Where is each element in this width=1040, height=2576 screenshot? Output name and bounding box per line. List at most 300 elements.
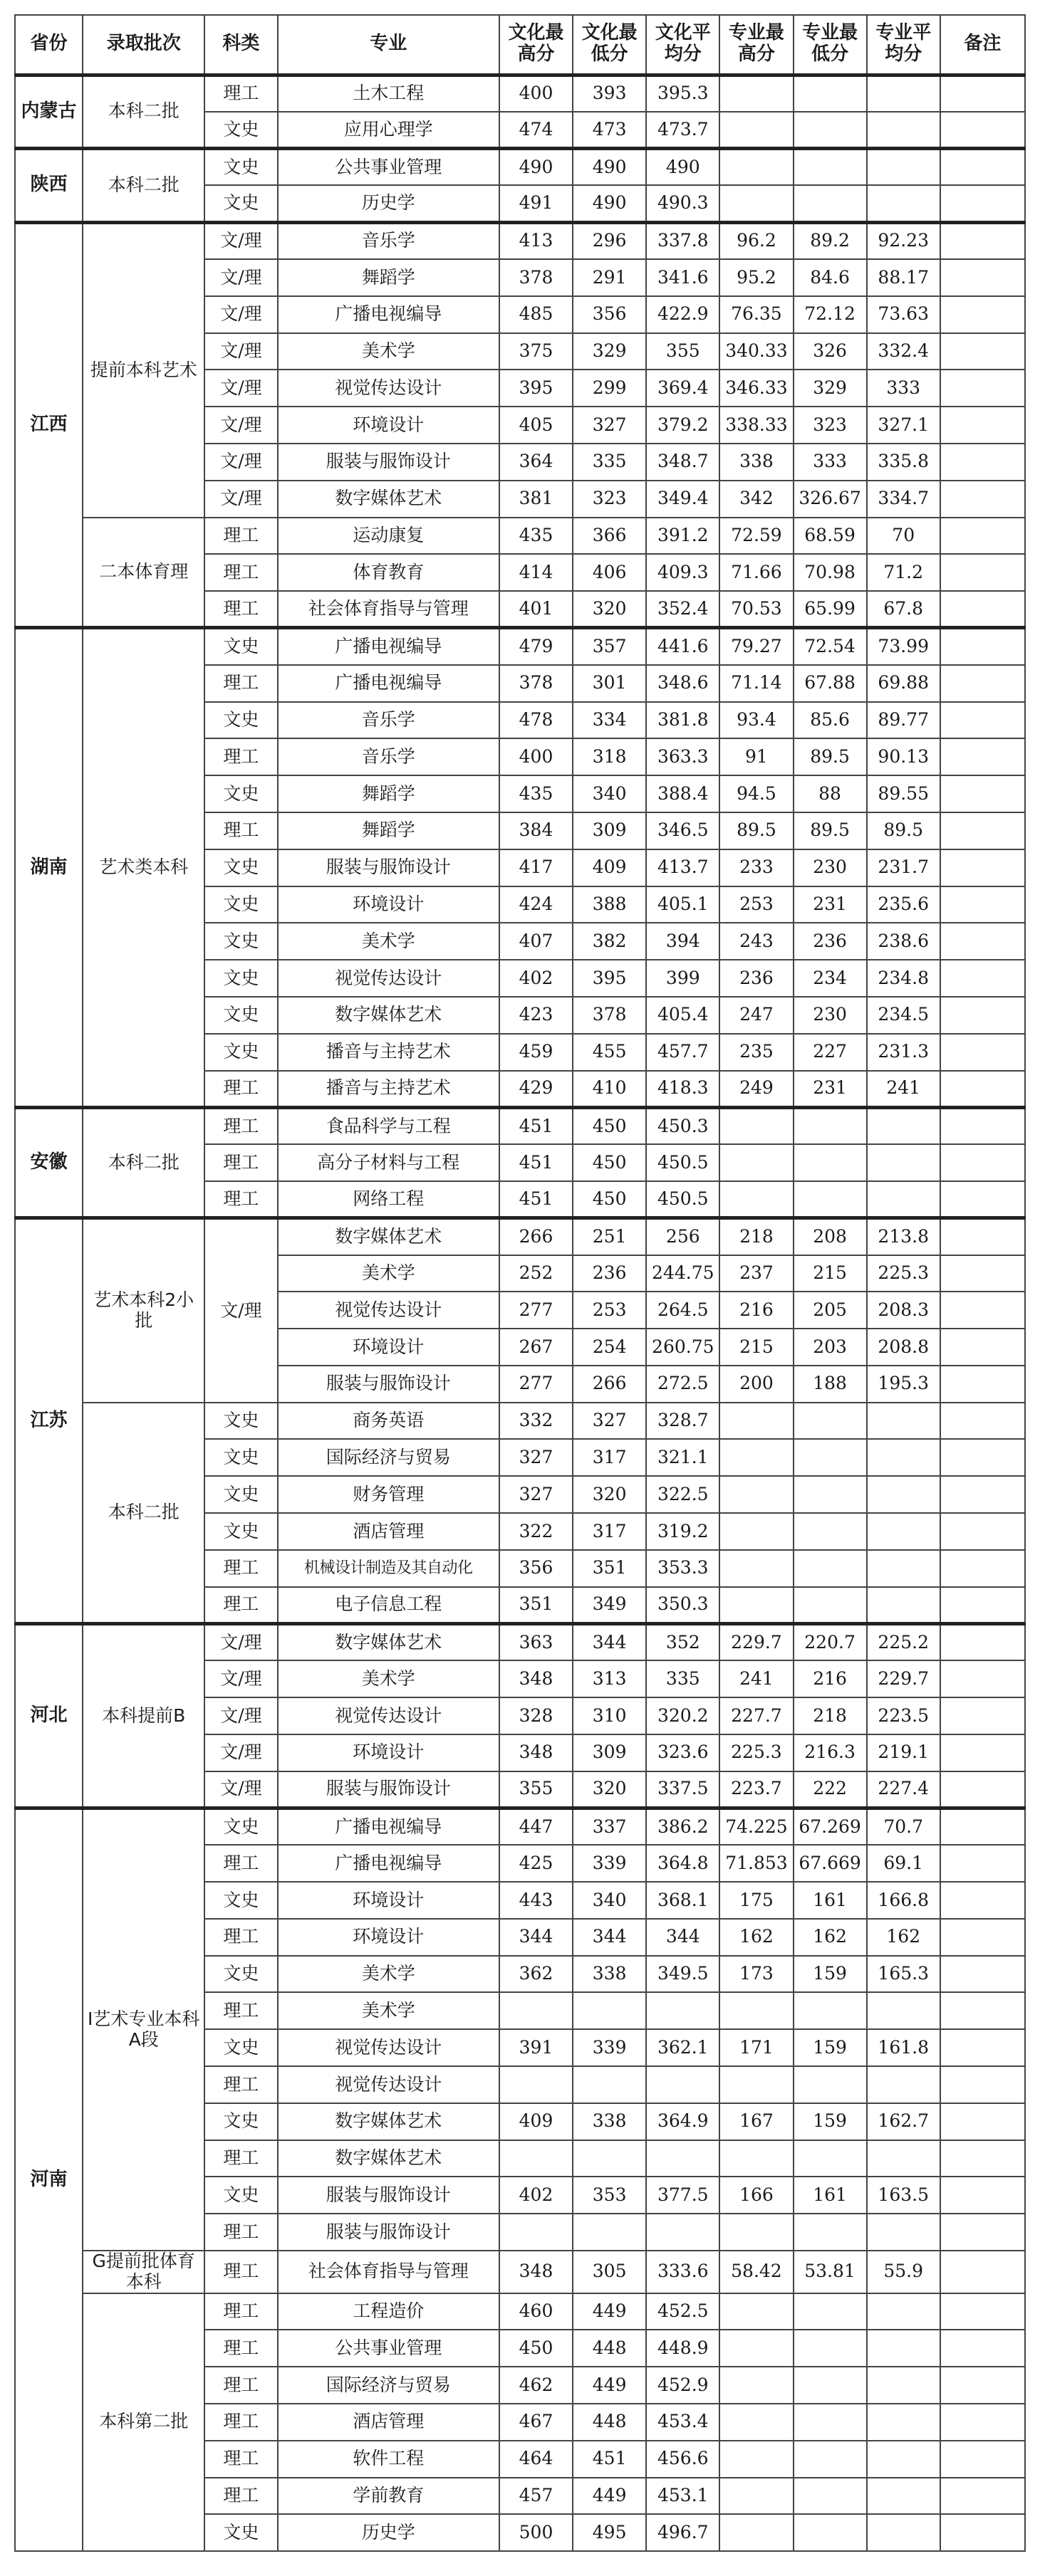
culture-max-cell: 348 — [499, 1660, 573, 1697]
culture-max-cell: 328 — [499, 1697, 573, 1734]
culture-max-cell: 435 — [499, 775, 573, 812]
culture-max-cell: 277 — [499, 1292, 573, 1329]
header-batch: 录取批次 — [83, 15, 204, 75]
batch-cell: 本科二批 — [83, 1403, 204, 1624]
professional-max-cell — [719, 1550, 793, 1587]
culture-avg-cell: 405.1 — [646, 886, 719, 923]
culture-min-cell: 382 — [573, 923, 646, 960]
culture-max-cell: 356 — [499, 1550, 573, 1587]
professional-max-cell: 237 — [719, 1255, 793, 1292]
professional-max-cell: 241 — [719, 1660, 793, 1697]
culture-max-cell: 451 — [499, 1181, 573, 1218]
major-cell: 服装与服饰设计 — [278, 2214, 499, 2251]
professional-avg-cell — [867, 1550, 940, 1587]
professional-min-cell: 84.6 — [794, 259, 867, 296]
culture-max-cell: 479 — [499, 628, 573, 665]
professional-max-cell: 175 — [719, 1882, 793, 1919]
professional-avg-cell: 229.7 — [867, 1660, 940, 1697]
major-cell: 工程造价 — [278, 2293, 499, 2330]
culture-min-cell — [573, 2214, 646, 2251]
culture-min-cell: 310 — [573, 1697, 646, 1734]
professional-avg-cell: 234.5 — [867, 997, 940, 1034]
table-row — [15, 1403, 1025, 1440]
culture-min-cell: 337 — [573, 1808, 646, 1845]
major-cell: 财务管理 — [278, 1476, 499, 1513]
professional-min-cell: 222 — [794, 1771, 867, 1808]
major-cell: 环境设计 — [278, 1882, 499, 1919]
professional-max-cell — [719, 1587, 793, 1624]
culture-min-cell: 266 — [573, 1366, 646, 1403]
culture-max-cell: 364 — [499, 444, 573, 481]
professional-avg-cell — [867, 1403, 940, 1440]
culture-avg-cell: 490.3 — [646, 185, 719, 222]
professional-min-cell — [794, 1513, 867, 1550]
professional-avg-cell — [867, 2441, 940, 2478]
culture-max-cell: 395 — [499, 370, 573, 407]
category-cell: 理工 — [204, 1071, 277, 1108]
professional-min-cell: 216 — [794, 1660, 867, 1697]
major-cell: 播音与主持艺术 — [278, 1034, 499, 1071]
professional-avg-cell — [867, 1181, 940, 1218]
note-cell — [940, 1255, 1025, 1292]
culture-min-cell — [573, 2140, 646, 2177]
culture-avg-cell: 405.4 — [646, 997, 719, 1034]
culture-avg-cell: 448.9 — [646, 2330, 719, 2367]
culture-max-cell: 485 — [499, 296, 573, 333]
note-cell — [940, 1660, 1025, 1697]
note-cell — [940, 1107, 1025, 1144]
category-cell: 文/理 — [204, 1660, 277, 1697]
culture-min-cell: 327 — [573, 407, 646, 444]
professional-min-cell — [794, 2293, 867, 2330]
professional-min-cell — [794, 1587, 867, 1624]
category-cell: 理工 — [204, 2330, 277, 2367]
professional-min-cell — [794, 185, 867, 222]
professional-min-cell — [794, 1144, 867, 1181]
major-cell: 视觉传达设计 — [278, 1697, 499, 1734]
professional-max-cell — [719, 75, 793, 112]
culture-avg-cell: 352.4 — [646, 591, 719, 628]
note-cell — [940, 1513, 1025, 1550]
culture-min-cell: 339 — [573, 2029, 646, 2066]
major-cell: 数字媒体艺术 — [278, 2103, 499, 2140]
professional-min-cell — [794, 112, 867, 149]
culture-avg-cell: 379.2 — [646, 407, 719, 444]
professional-max-cell: 95.2 — [719, 259, 793, 296]
culture-max-cell — [499, 2214, 573, 2251]
note-cell — [940, 1992, 1025, 2029]
major-cell: 服装与服饰设计 — [278, 2177, 499, 2214]
culture-min-cell: 356 — [573, 296, 646, 333]
header-category: 科类 — [204, 15, 277, 75]
culture-min-cell: 254 — [573, 1329, 646, 1366]
note-cell — [940, 518, 1025, 555]
header-culture-max: 文化最高分 — [499, 15, 573, 75]
province-cell: 陕西 — [15, 149, 83, 223]
major-cell: 历史学 — [278, 2514, 499, 2551]
province-cell: 江西 — [15, 222, 83, 628]
professional-max-cell: 79.27 — [719, 628, 793, 665]
category-cell: 文/理 — [204, 222, 277, 259]
culture-max-cell: 443 — [499, 1882, 573, 1919]
professional-min-cell: 89.5 — [794, 738, 867, 775]
professional-avg-cell — [867, 1107, 940, 1144]
culture-max-cell: 363 — [499, 1623, 573, 1660]
professional-min-cell: 162 — [794, 1919, 867, 1956]
culture-min-cell: 309 — [573, 1734, 646, 1771]
professional-min-cell: 215 — [794, 1255, 867, 1292]
culture-min-cell: 323 — [573, 481, 646, 518]
note-cell — [940, 222, 1025, 259]
major-cell: 美术学 — [278, 923, 499, 960]
major-cell: 视觉传达设计 — [278, 1292, 499, 1329]
professional-max-cell: 229.7 — [719, 1623, 793, 1660]
culture-max-cell: 277 — [499, 1366, 573, 1403]
note-cell — [940, 1956, 1025, 1993]
major-cell: 应用心理学 — [278, 112, 499, 149]
professional-avg-cell: 231.3 — [867, 1034, 940, 1071]
professional-min-cell: 159 — [794, 2029, 867, 2066]
culture-max-cell: 405 — [499, 407, 573, 444]
note-cell — [940, 75, 1025, 112]
culture-max-cell: 435 — [499, 518, 573, 555]
culture-max-cell: 460 — [499, 2293, 573, 2330]
major-cell: 美术学 — [278, 1660, 499, 1697]
major-cell: 体育教育 — [278, 554, 499, 591]
professional-avg-cell: 67.8 — [867, 591, 940, 628]
culture-max-cell: 400 — [499, 738, 573, 775]
culture-min-cell — [573, 1992, 646, 2029]
major-cell: 数字媒体艺术 — [278, 2140, 499, 2177]
category-cell: 文/理 — [204, 370, 277, 407]
note-cell — [940, 849, 1025, 886]
culture-max-cell: 425 — [499, 1845, 573, 1882]
professional-min-cell: 88 — [794, 775, 867, 812]
category-cell: 文/理 — [204, 444, 277, 481]
note-cell — [940, 1181, 1025, 1218]
culture-avg-cell: 453.1 — [646, 2478, 719, 2515]
culture-max-cell: 402 — [499, 960, 573, 997]
note-cell — [940, 296, 1025, 333]
professional-max-cell — [719, 1403, 793, 1440]
note-cell — [940, 2103, 1025, 2140]
culture-min-cell: 357 — [573, 628, 646, 665]
category-cell: 理工 — [204, 2441, 277, 2478]
major-cell: 视觉传达设计 — [278, 370, 499, 407]
culture-min-cell: 320 — [573, 1771, 646, 1808]
category-cell: 理工 — [204, 2367, 277, 2404]
professional-max-cell — [719, 2214, 793, 2251]
note-cell — [940, 2140, 1025, 2177]
category-cell: 文/理 — [204, 1734, 277, 1771]
major-cell: 土木工程 — [278, 75, 499, 112]
culture-avg-cell: 453.4 — [646, 2404, 719, 2441]
culture-max-cell: 407 — [499, 923, 573, 960]
culture-max-cell: 462 — [499, 2367, 573, 2404]
culture-max-cell: 266 — [499, 1218, 573, 1255]
professional-min-cell — [794, 2367, 867, 2404]
culture-avg-cell: 256 — [646, 1218, 719, 1255]
culture-avg-cell: 364.8 — [646, 1845, 719, 1882]
professional-max-cell — [719, 1513, 793, 1550]
header-note: 备注 — [940, 15, 1025, 75]
professional-max-cell: 96.2 — [719, 222, 793, 259]
professional-avg-cell — [867, 2293, 940, 2330]
culture-avg-cell — [646, 2140, 719, 2177]
header-culture-avg: 文化平均分 — [646, 15, 719, 75]
batch-cell: 本科第二批 — [83, 2293, 204, 2552]
professional-max-cell: 167 — [719, 2103, 793, 2140]
table-row — [15, 628, 1025, 665]
note-cell — [940, 2330, 1025, 2367]
major-cell: 环境设计 — [278, 1919, 499, 1956]
culture-max-cell: 424 — [499, 886, 573, 923]
province-cell: 河北 — [15, 1623, 83, 1808]
category-cell: 理工 — [204, 2251, 277, 2293]
major-cell: 商务英语 — [278, 1403, 499, 1440]
professional-max-cell: 216 — [719, 1292, 793, 1329]
culture-max-cell: 362 — [499, 1956, 573, 1993]
culture-min-cell: 327 — [573, 1403, 646, 1440]
major-cell: 环境设计 — [278, 407, 499, 444]
category-cell: 理工 — [204, 665, 277, 702]
professional-avg-cell: 241 — [867, 1071, 940, 1108]
batch-cell: 提前本科艺术 — [83, 222, 204, 517]
culture-avg-cell: 320.2 — [646, 1697, 719, 1734]
major-cell: 酒店管理 — [278, 1513, 499, 1550]
professional-min-cell: 67.269 — [794, 1808, 867, 1845]
professional-avg-cell — [867, 1144, 940, 1181]
major-cell: 音乐学 — [278, 222, 499, 259]
category-cell: 理工 — [204, 738, 277, 775]
professional-avg-cell: 162 — [867, 1919, 940, 1956]
category-cell: 文/理 — [204, 259, 277, 296]
professional-min-cell: 236 — [794, 923, 867, 960]
professional-max-cell — [719, 2293, 793, 2330]
professional-avg-cell: 208.3 — [867, 1292, 940, 1329]
batch-cell: 本科提前B — [83, 1623, 204, 1808]
table-row — [15, 1808, 1025, 1845]
professional-min-cell — [794, 149, 867, 186]
professional-min-cell: 85.6 — [794, 702, 867, 739]
major-cell: 服装与服饰设计 — [278, 444, 499, 481]
note-cell — [940, 149, 1025, 186]
category-cell: 文史 — [204, 185, 277, 222]
major-cell: 美术学 — [278, 333, 499, 370]
header-major: 专业 — [278, 15, 499, 75]
culture-avg-cell: 388.4 — [646, 775, 719, 812]
culture-avg-cell: 473.7 — [646, 112, 719, 149]
note-cell — [940, 481, 1025, 518]
culture-max-cell: 451 — [499, 1144, 573, 1181]
professional-avg-cell — [867, 1439, 940, 1476]
culture-avg-cell: 496.7 — [646, 2514, 719, 2551]
culture-min-cell: 338 — [573, 2103, 646, 2140]
professional-max-cell: 89.5 — [719, 812, 793, 849]
professional-avg-cell — [867, 75, 940, 112]
professional-min-cell: 72.12 — [794, 296, 867, 333]
professional-max-cell: 173 — [719, 1956, 793, 1993]
culture-min-cell: 406 — [573, 554, 646, 591]
culture-max-cell: 381 — [499, 481, 573, 518]
professional-avg-cell — [867, 2404, 940, 2441]
culture-avg-cell: 394 — [646, 923, 719, 960]
culture-min-cell: 349 — [573, 1587, 646, 1624]
major-cell: 社会体育指导与管理 — [278, 2251, 499, 2293]
culture-max-cell: 491 — [499, 185, 573, 222]
culture-avg-cell: 323.6 — [646, 1734, 719, 1771]
culture-min-cell: 366 — [573, 518, 646, 555]
header-professional-min: 专业最低分 — [794, 15, 867, 75]
professional-min-cell: 53.81 — [794, 2251, 867, 2293]
category-cell: 文史 — [204, 702, 277, 739]
professional-max-cell: 247 — [719, 997, 793, 1034]
professional-min-cell — [794, 2514, 867, 2551]
professional-avg-cell: 225.2 — [867, 1623, 940, 1660]
category-cell: 文/理 — [204, 333, 277, 370]
culture-avg-cell: 456.6 — [646, 2441, 719, 2478]
culture-avg-cell: 349.5 — [646, 1956, 719, 1993]
professional-min-cell: 231 — [794, 1071, 867, 1108]
professional-min-cell — [794, 2066, 867, 2103]
culture-max-cell: 467 — [499, 2404, 573, 2441]
note-cell — [940, 1919, 1025, 1956]
professional-max-cell: 218 — [719, 1218, 793, 1255]
culture-min-cell: 340 — [573, 1882, 646, 1919]
culture-max-cell: 500 — [499, 2514, 573, 2551]
culture-avg-cell: 348.7 — [646, 444, 719, 481]
major-cell: 历史学 — [278, 185, 499, 222]
culture-avg-cell: 413.7 — [646, 849, 719, 886]
professional-avg-cell: 238.6 — [867, 923, 940, 960]
category-cell: 理工 — [204, 812, 277, 849]
professional-avg-cell: 166.8 — [867, 1882, 940, 1919]
professional-avg-cell — [867, 2478, 940, 2515]
culture-min-cell: 395 — [573, 960, 646, 997]
professional-avg-cell: 334.7 — [867, 481, 940, 518]
culture-min-cell: 253 — [573, 1292, 646, 1329]
category-cell: 理工 — [204, 591, 277, 628]
professional-max-cell: 236 — [719, 960, 793, 997]
culture-min-cell: 340 — [573, 775, 646, 812]
culture-avg-cell: 452.5 — [646, 2293, 719, 2330]
category-cell: 理工 — [204, 2404, 277, 2441]
professional-avg-cell: 195.3 — [867, 1366, 940, 1403]
culture-max-cell: 391 — [499, 2029, 573, 2066]
professional-min-cell — [794, 2214, 867, 2251]
professional-avg-cell — [867, 1513, 940, 1550]
culture-max-cell: 450 — [499, 2330, 573, 2367]
culture-min-cell: 451 — [573, 2441, 646, 2478]
culture-avg-cell: 337.5 — [646, 1771, 719, 1808]
professional-max-cell — [719, 2330, 793, 2367]
professional-min-cell: 203 — [794, 1329, 867, 1366]
culture-min-cell: 236 — [573, 1255, 646, 1292]
professional-max-cell: 94.5 — [719, 775, 793, 812]
major-cell: 环境设计 — [278, 1734, 499, 1771]
category-cell: 理工 — [204, 1992, 277, 2029]
professional-max-cell: 71.853 — [719, 1845, 793, 1882]
professional-max-cell: 215 — [719, 1329, 793, 1366]
professional-max-cell — [719, 2478, 793, 2515]
professional-min-cell: 89.5 — [794, 812, 867, 849]
culture-min-cell: 490 — [573, 185, 646, 222]
category-cell: 文史 — [204, 1808, 277, 1845]
note-cell — [940, 1218, 1025, 1255]
culture-avg-cell: 319.2 — [646, 1513, 719, 1550]
note-cell — [940, 2214, 1025, 2251]
culture-min-cell: 473 — [573, 112, 646, 149]
culture-avg-cell: 395.3 — [646, 75, 719, 112]
professional-min-cell: 159 — [794, 1956, 867, 1993]
province-cell: 河南 — [15, 1808, 83, 2551]
category-cell: 文史 — [204, 997, 277, 1034]
category-cell: 理工 — [204, 554, 277, 591]
header-professional-avg: 专业平均分 — [867, 15, 940, 75]
professional-min-cell — [794, 1992, 867, 2029]
major-cell: 服装与服饰设计 — [278, 1771, 499, 1808]
professional-min-cell: 65.99 — [794, 591, 867, 628]
professional-max-cell — [719, 2441, 793, 2478]
note-cell — [940, 2404, 1025, 2441]
culture-avg-cell: 333.6 — [646, 2251, 719, 2293]
culture-max-cell: 401 — [499, 591, 573, 628]
note-cell — [940, 628, 1025, 665]
professional-avg-cell: 335.8 — [867, 444, 940, 481]
professional-avg-cell: 90.13 — [867, 738, 940, 775]
major-cell: 美术学 — [278, 1992, 499, 2029]
note-cell — [940, 997, 1025, 1034]
note-cell — [940, 775, 1025, 812]
culture-min-cell: 317 — [573, 1439, 646, 1476]
professional-max-cell — [719, 2514, 793, 2551]
major-cell: 视觉传达设计 — [278, 2029, 499, 2066]
professional-min-cell: 333 — [794, 444, 867, 481]
professional-avg-cell: 332.4 — [867, 333, 940, 370]
culture-avg-cell: 260.75 — [646, 1329, 719, 1366]
note-cell — [940, 738, 1025, 775]
table-row — [15, 518, 1025, 555]
note-cell — [940, 591, 1025, 628]
professional-avg-cell: 89.77 — [867, 702, 940, 739]
professional-avg-cell: 70 — [867, 518, 940, 555]
note-cell — [940, 1034, 1025, 1071]
culture-min-cell: 251 — [573, 1218, 646, 1255]
major-cell: 广播电视编导 — [278, 1845, 499, 1882]
category-cell: 理工 — [204, 1107, 277, 1144]
professional-avg-cell: 161.8 — [867, 2029, 940, 2066]
professional-avg-cell: 55.9 — [867, 2251, 940, 2293]
major-cell: 国际经济与贸易 — [278, 2367, 499, 2404]
culture-avg-cell: 441.6 — [646, 628, 719, 665]
professional-avg-cell — [867, 2514, 940, 2551]
professional-avg-cell: 213.8 — [867, 1218, 940, 1255]
professional-avg-cell: 234.8 — [867, 960, 940, 997]
note-cell — [940, 407, 1025, 444]
category-cell: 文/理 — [204, 481, 277, 518]
major-cell: 学前教育 — [278, 2478, 499, 2515]
batch-cell: 二本体育理 — [83, 518, 204, 628]
category-cell: 文史 — [204, 1882, 277, 1919]
professional-avg-cell: 165.3 — [867, 1956, 940, 1993]
major-cell: 视觉传达设计 — [278, 2066, 499, 2103]
major-cell: 广播电视编导 — [278, 296, 499, 333]
culture-avg-cell: 352 — [646, 1623, 719, 1660]
note-cell — [940, 1439, 1025, 1476]
professional-avg-cell: 89.5 — [867, 812, 940, 849]
professional-min-cell: 231 — [794, 886, 867, 923]
major-cell: 运动康复 — [278, 518, 499, 555]
